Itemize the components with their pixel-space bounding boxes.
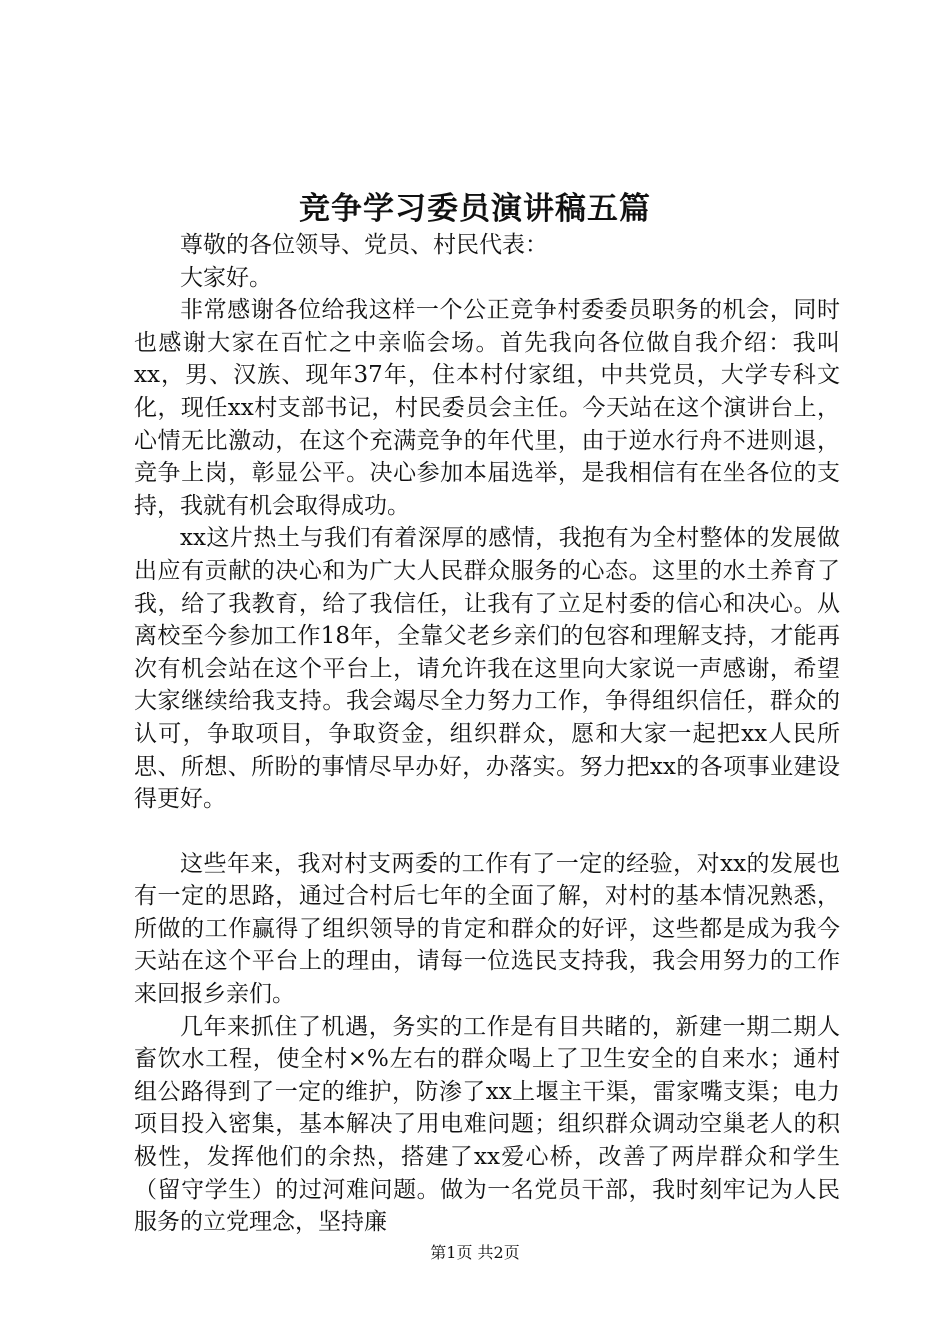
salutation-paragraph: 尊敬的各位领导、党员、村民代表： bbox=[180, 232, 548, 258]
body-paragraph: 这些年来，我对村支两委的工作有了一定的经验，对xx的发展也有一定的思路，通过合村后七年的全面了解，对村的基本情况熟悉，所做的工作赢得了组织领导的肯定和群众的好评，这些都是成为我今天站在这个平台上的理由，请每一位选民支持我，我会用努力的工作来回报乡亲们。 bbox=[134, 850, 840, 1008]
page-footer: 第1页 共2页 bbox=[430, 1243, 520, 1262]
body-paragraph: xx这片热土与我们有着深厚的感情，我抱有为全村整体的发展做出应有贡献的决心和为广大人民群众服务的心态。这里的水土养育了我，给了我教育，给了我信任，让我有了立足村委的信心和决心。从离校至今参加工作18年，全靠父老乡亲们的包容和理解支持，才能再次有机会站在这个平台上，请允许我在这里向大家说一声感谢，希望大家继续给我支持。我会竭尽全力努力工作，争得组织信任，群众的认可，争取项目，争取资金，组织群众，愿和大家一起把xx人民所思、所想、所盼的事情尽早办好，办落实。努力把xx的各项事业建设得更好。 bbox=[134, 525, 840, 813]
body-paragraph: 几年来抓住了机遇，务实的工作是有目共睹的，新建一期二期人畜饮水工程，使全村×%左右的群众喝上了卫生安全的自来水；通村组公路得到了一定的维护，防渗了xx上堰主干渠，雷家嘴支渠；电力项目投入密集，基本解决了用电难问题；组织群众调动空巢老人的积极性，发挥他们的余热，搭建了xx爱心桥，改善了两岸群众和学生（留守学生）的过河难问题。做为一名党员干部，我时刻牢记为人民服务的立党理念，坚持廉 bbox=[134, 1013, 840, 1236]
document-title: 竞争学习委员演讲稿五篇 bbox=[299, 191, 651, 227]
document-body bbox=[134, 229, 840, 1239]
body-paragraph: 非常感谢各位给我这样一个公正竞争村委委员职务的机会，同时也感谢大家在百忙之中亲临会场。首先我向各位做自我介绍：我叫xx，男、汉族、现年37年，住本村付家组，中共党员，大学专科文化，现任xx村支部书记，村民委员会主任。今天站在这个演讲台上，心情无比激动，在这个充满竞争的年代里，由于逆水行舟不进则退，竞争上岗，彰显公平。决心参加本届选举，是我相信有在坐各位的支持，我就有机会取得成功。 bbox=[134, 297, 840, 519]
greeting-paragraph: 大家好。 bbox=[180, 264, 272, 291]
